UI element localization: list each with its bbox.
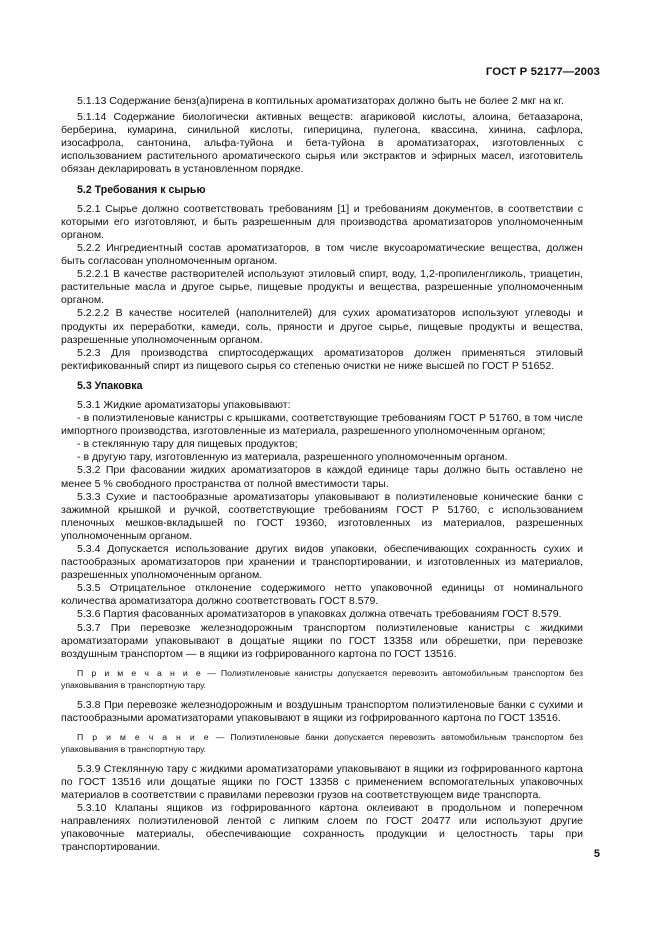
note-1: [61, 667, 583, 692]
clause-5-2-1: 5.2.1 Сырье должно соответствовать требованиям [1] и требованиям документов, в соответствии с которыми его изготовляют, и быть разрешенным для производства ароматизаторов уполномоченным органом.: [61, 202, 583, 241]
clause-5-2-2-2: 5.2.2.2 В качестве носителей (наполнителей) для сухих ароматизаторов используют углеводы и продукты их переработки, камеди, соль, пряности и другое сырье, пищевые продукты и вещества, разрешенные уполномоченным органом.: [61, 307, 583, 346]
note-text: — Полиэтиленовые банки допускается перевозить автомобильным транспортом без упаковывания в транспортную тару.: [61, 731, 583, 755]
clause-5-3-1: 5.3.1 Жидкие ароматизаторы упаковывают:: [77, 398, 291, 411]
clause-5-3-5: 5.3.5 Отрицательное отклонение содержимого нетто упаковочной единицы от номинального количества ароматизатора должно соответствовать ГОСТ 8.579.: [61, 582, 583, 608]
clause-5-1-14: 5.1.14 Содержание биологически активных веществ: агариковой кислоты, алоина, бетаазарона, берберина, кумарина, синильной кислоты, гиперицина, пулегона, квассина, хинина, сафлора, изосафрола, сантонина, альфа-туйона и бета-туйона в ароматизаторах, изготовленных с использованием растительного ароматического сырья или экстрактов и эфирных масел, изготовитель обязан декларировать в установленном порядке.: [61, 111, 583, 176]
clause-5-2-3: 5.2.3 Для производства спиртосодержащих ароматизаторов должен применяться этиловый ректификованный спирт из пищевого сырья со степенью очистки не ниже высшей по ГОСТ Р 51652.: [61, 346, 583, 372]
clause-5-3-1-item: - в другую тару, изготовленную из материала, разрешенного уполномоченным органом.: [77, 451, 508, 464]
clause-5-3-2: 5.3.2 При фасовании жидких ароматизаторов в каждой единице тары должно быть оставлено не менее 5 % свободного пространства от полной вместимости тары.: [61, 464, 583, 490]
document-body: [61, 95, 583, 854]
clause-5-3-6: 5.3.6 Партия фасованных ароматизаторов в упаковках должна отвечать требованиям ГОСТ 8.579.: [77, 608, 562, 621]
clause-5-3-3: 5.3.3 Сухие и пастообразные ароматизаторы упаковывают в полиэтиленовые конические банки с зажимной крышкой и ручкой, соответствующие требованиям ГОСТ Р 51760, с использованием пленочных мешков-вкладышей по ГОСТ 19360, изготовленных из материалов, разрешенных уполномоченным органом.: [61, 490, 583, 542]
clause-5-3-8: 5.3.8 При перевозке железнодорожным и воздушным транспортом полиэтиленовые банки с сухими и пастообразными ароматизаторами упаковывают в ящики из гофрированного картона по ГОСТ 13516.: [61, 698, 583, 724]
page-number: 5: [593, 848, 600, 860]
clause-5-3-1-item: - в стеклянную тару для пищевых продуктов;: [77, 438, 298, 451]
clause-5-3-9: 5.3.9 Стеклянную тару с жидкими ароматизаторами упаковывают в ящики из гофрированного картона по ГОСТ 13516 или дощатые ящики по ГОСТ 13358 с применением вспомогательных упаковочных материалов в соответствии с правилами перевозки грузов на соответствующем виде транспорта.: [61, 762, 583, 801]
clause-5-3-7: 5.3.7 При перевозке железнодорожным транспортом полиэтиленовые канистры с жидкими ароматизаторами упаковывают в дощатые ящики по ГОСТ 13358 или обрешетки, при перевозке воздушным транспортом — в ящики из гофрированного картона по ГОСТ 13516.: [61, 621, 583, 660]
section-title-5-2: 5.2 Требования к сырью: [77, 183, 206, 196]
clause-5-3-1-item: - в полиэтиленовые канистры с крышками, соответствующие требованиям ГОСТ Р 51760, в том числе импортного производства, изготовленные из материала, разрешенного уполномоченным органом;: [61, 412, 583, 438]
standard-header: ГОСТ Р 52177—2003: [485, 66, 600, 78]
clause-5-1-13: 5.1.13 Содержание бенз(а)пирена в коптильных ароматизаторах должно быть не более 2 мкг на кг.: [77, 95, 564, 107]
clause-5-2-2: 5.2.2 Ингредиентный состав ароматизаторов, в том числе вкусоароматические вещества, должен быть согласован уполномоченным органом.: [61, 241, 583, 268]
note-label: П р и м е ч а н и е: [77, 667, 203, 678]
section-title-5-3: 5.3 Упаковка: [77, 379, 143, 392]
note-text: — Полиэтиленовые канистры допускается перевозить автомобильным транспортом без упаковывания в транспортную тару.: [61, 667, 583, 691]
clause-5-2-2-1: 5.2.2.1 В качестве растворителей используют этиловый спирт, воду, 1,2-пропиленгликоль, триацетин, растительные масла и другое сырье, пищевые продукты и вещества, разрешенные уполномоченным органом.: [61, 268, 583, 307]
clause-5-3-10: 5.3.10 Клапаны ящиков из гофрированного картона оклеивают в продольном и поперечном направлениях полиэтиленовой лентой с липким слоем по ГОСТ 20477 или используют другие упаковочные материалы, обеспечивающие сохранность продукции и целостность тары при транспортировании.: [61, 801, 583, 854]
note-label: П р и м е ч а н и е: [77, 731, 211, 742]
note-2: [61, 731, 583, 756]
clause-5-3-4: 5.3.4 Допускается использование других видов упаковки, обеспечивающих сохранность сухих и пастообразных ароматизаторов при хранении и транспортировании, и изготовленных из материалов, разрешенных уполномоченным органом.: [61, 543, 583, 582]
